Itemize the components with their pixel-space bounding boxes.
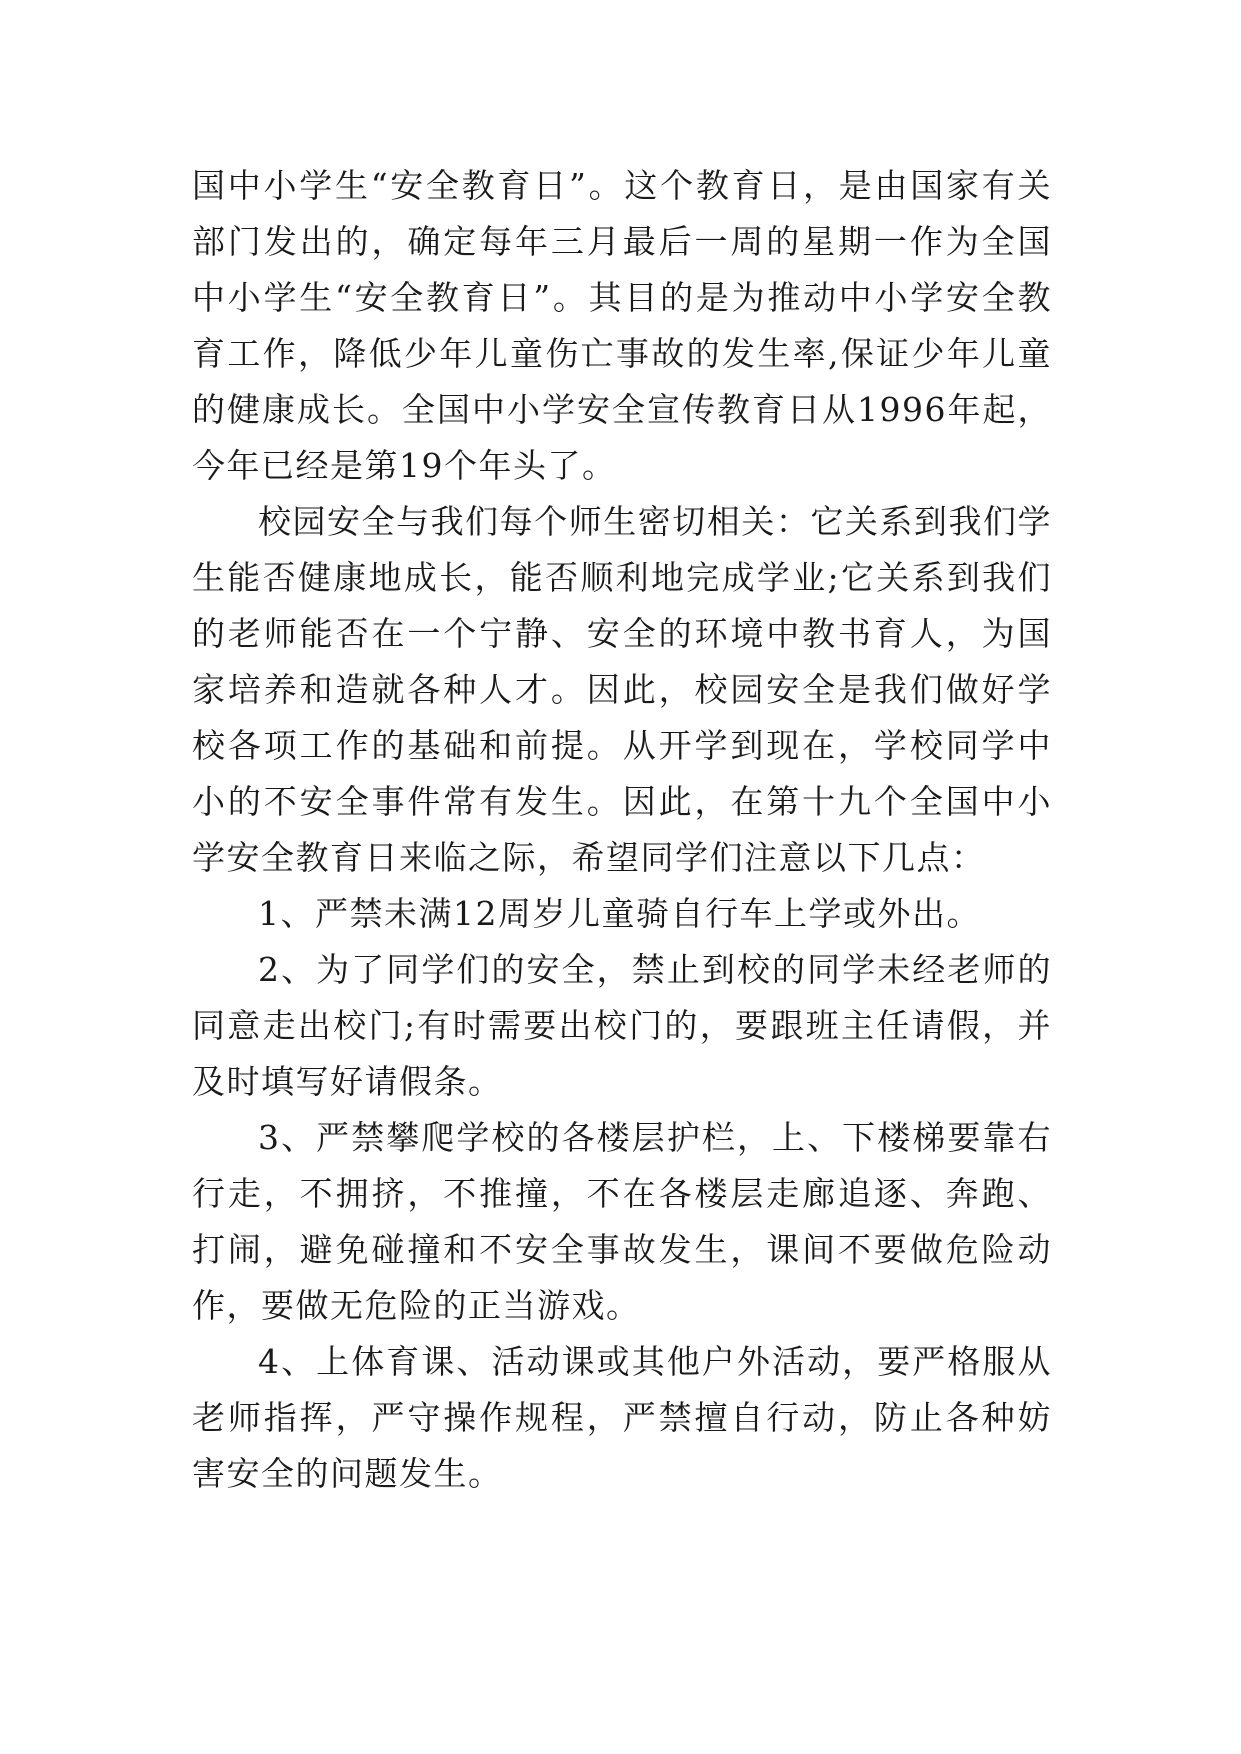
paragraph-rule-4: 4、上体育课、活动课或其他户外活动，要严格服从老师指挥，严守操作规程，严禁擅自行动，防止各种妨害安全的问题发生。 bbox=[192, 1342, 1052, 1493]
paragraph-rule-2: 2、为了同学们的安全，禁止到校的同学未经老师的同意走出校门;有时需要出校门的，要跟班主任请假，并及时填写好请假条。 bbox=[192, 950, 1052, 1101]
document-body bbox=[192, 158, 1052, 1502]
paragraph-campus-safety: 校园安全与我们每个师生密切相关：它关系到我们学生能否健康地成长，能否顺利地完成学业;它关系到我们的老师能否在一个宁静、安全的环境中教书育人，为国家培养和造就各种人才。因此，校园安全是我们做好学校各项工作的基础和前提。从开学到现在，学校同学中小的不安全事件常有发生。因此，在第十九个全国中小学安全教育日来临之际，希望同学们注意以下几点： bbox=[192, 502, 1052, 877]
paragraph-rule-1: 1、严禁未满12周岁儿童骑自行车上学或外出。 bbox=[258, 894, 981, 933]
paragraph-intro: 国中小学生“安全教育日”。这个教育日，是由国家有关部门发出的，确定每年三月最后一周的星期一作为全国中小学生“安全教育日”。其目的是为推动中小学安全教育工作，降低少年儿童伤亡事故的发生率,保证少年儿童的健康成长。全国中小学安全宣传教育日从1996年起，今年已经是第19个年头了。 bbox=[192, 166, 1052, 485]
paragraph-rule-3: 3、严禁攀爬学校的各楼层护栏，上、下楼梯要靠右行走，不拥挤，不推撞，不在各楼层走廊追逐、奔跑、打闹，避免碰撞和不安全事故发生，课间不要做危险动作，要做无危险的正当游戏。 bbox=[192, 1118, 1052, 1325]
